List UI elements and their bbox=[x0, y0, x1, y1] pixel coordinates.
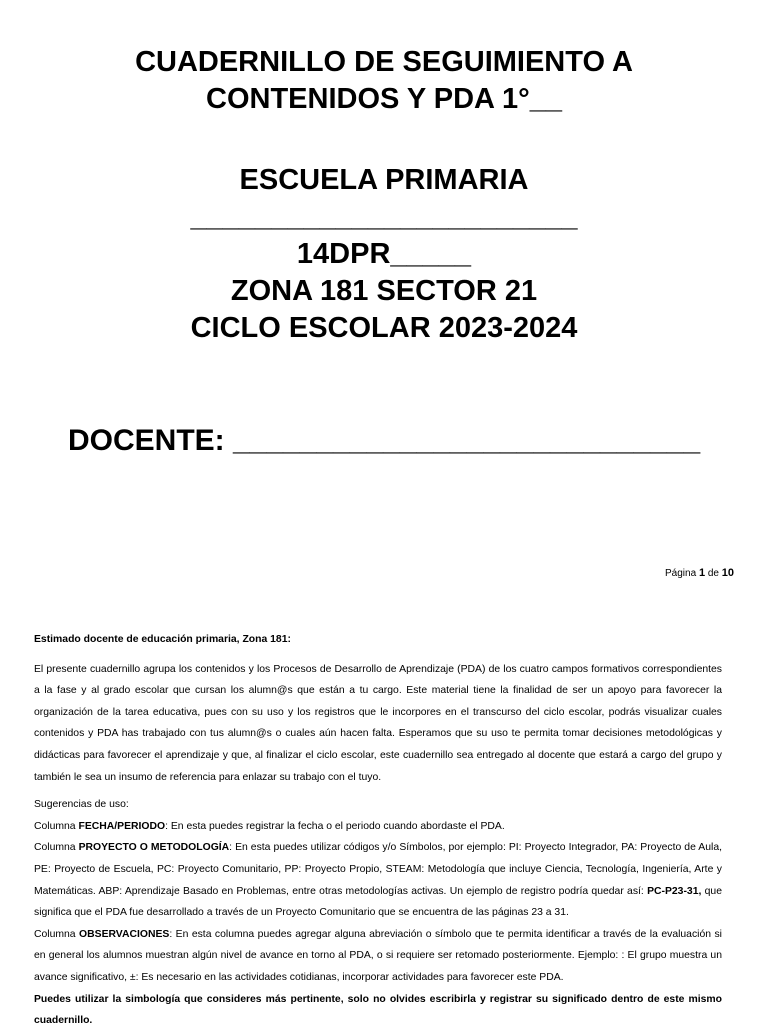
observaciones-column-label: OBSERVACIONES bbox=[79, 928, 170, 940]
closing-note-text: Puedes utilizar la simbología que consideres más pertinente, solo no olvides escribirla y registrar su significado dentro de este mismo cuadernillo. bbox=[34, 993, 722, 1027]
proyecto-column-label: PROYECTO O METODOLOGÍA bbox=[78, 842, 230, 854]
page-current: 1 bbox=[698, 567, 706, 579]
page-total: 10 bbox=[721, 567, 734, 579]
suggestion-fecha bbox=[34, 816, 722, 838]
proyecto-description: : En esta puedes utilizar códigos y/o Símbolos, por ejemplo: PI: Proyecto Integrador, PA: Proyecto de Aula, PE: Proyecto de Escuela, PC: Proyecto Comunitario, PP: Proyecto Propio, STEAM: Metodología que incluye Ciencia, Tecnología, Ingeniería, Arte y Matemáticas. ABP: Aprendizaje Basado en Problemas, entre otras metodologías activas. Un ejemplo de registro podría quedar así: bbox=[34, 842, 722, 897]
suggestion-prefix: Columna bbox=[34, 928, 80, 940]
proyecto-example-explanation: que significa que el PDA fue desarrollado a través de un Proyecto Comunitario que se encuentra de las páginas 23 a 31. bbox=[34, 885, 722, 919]
letter-body bbox=[34, 629, 722, 1032]
title-line-2: CONTENIDOS Y PDA 1°__ bbox=[206, 83, 562, 115]
title-line-1: CUADERNILLO DE SEGUIMIENTO A bbox=[135, 46, 633, 78]
school-label: ESCUELA PRIMARIA bbox=[239, 164, 529, 196]
suggestion-prefix: Columna bbox=[34, 820, 79, 832]
fecha-description: : En esta puedes registrar la fecha o el periodo cuando abordaste el PDA. bbox=[165, 820, 505, 832]
suggestions-title: Sugerencias de uso: bbox=[34, 799, 129, 811]
zone-sector: ZONA 181 SECTOR 21 bbox=[230, 275, 538, 307]
cover-page bbox=[0, 0, 768, 347]
school-cycle: CICLO ESCOLAR 2023-2024 bbox=[190, 312, 578, 344]
closing-note bbox=[34, 989, 722, 1032]
proyecto-example-code: PC-P23-31, bbox=[647, 885, 702, 897]
suggestion-observaciones bbox=[34, 924, 722, 989]
intro-paragraph: El presente cuadernillo agrupa los contenidos y los Procesos de Desarrollo de Aprendizaje (PDA) de los cuatro campos formativos correspondientes a la fase y al grado escolar que cursan los alumn@s que están a tu cargo. Este material tiene la finalidad de ser un apoyo para favorecer la organización de la tarea educativa, pues con su uso y los registros que le incorpores en el transcurso del ciclo escolar, podrás visualizar cuales contenidos y PDA has trabajado con tus alumn@s o cuales aún hacen falta. Esperamos que su uso te permita tomar decisiones metodológicas y didácticas para favorecer el aprendizaje y que, al finalizar el ciclo escolar, este cuadernillo sea entregado al docente que estará a cargo del grupo y también le sea un insumo de referencia para enlazar su trabajo con el tuyo. bbox=[34, 663, 722, 783]
fecha-column-label: FECHA/PERIODO bbox=[78, 820, 166, 832]
page-separator: de bbox=[707, 568, 719, 579]
page-number bbox=[665, 567, 734, 579]
page-prefix: Página bbox=[665, 568, 697, 579]
suggestion-proyecto bbox=[34, 837, 722, 923]
greeting: Estimado docente de educación primaria, Zona 181: bbox=[34, 634, 291, 645]
cct-code: 14DPR_____ bbox=[296, 238, 472, 270]
teacher-line: DOCENTE: ____________________________ bbox=[68, 424, 701, 457]
school-blank: ________________________ bbox=[190, 201, 578, 233]
suggestion-prefix: Columna bbox=[34, 842, 79, 854]
observaciones-description: : En esta columna puedes agregar alguna abreviación o símbolo que te permita identificar a través de la evaluación si en general los alumnos muestran algún nivel de avance en torno al PDA, o si requiere ser retomado posteriormente. Ejemplo: : El grupo muestra un avance significativo, ±: Es necesario en las actividades cotidianas, incorporar actividades para favorecer este PDA. bbox=[34, 928, 722, 983]
